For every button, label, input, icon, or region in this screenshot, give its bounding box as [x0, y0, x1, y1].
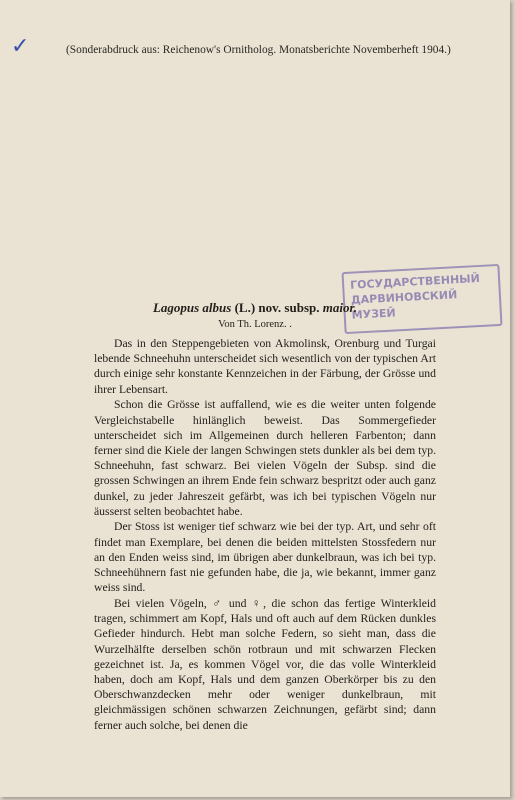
paragraph-2: Schon die Grösse ist auffallend, wie es die weiter unten folgende Vergleichstabelle hinlänglich beweist. Das Sommergefieder unterscheidet sich im Allgemeinen durch helleren Farbenton; dann ferner sind die Kiele der langen Schwingen stets dunkler als bei dem typ. Schneehuhn, fast schwarz. Bei vielen Vögeln der Subsp. sind die grossen Schwingen an ihrem Ende fein schwarz bespritzt oder auch ganz dunkel, zu jeder Jahreszeit gefärbt, was ich bei typischen Vögeln nur äusserst selten beobachtet habe.	[94, 398, 436, 518]
paragraph-4: Bei vielen Vögeln, ♂ und ♀, die schon das fertige Winterkleid tragen, schimmert am Kopf, Hals und oft auch auf dem Rücken dunkles Gefieder hindurch. Hebt man solche Federn, so sieht man, dass die Wurzelhälfte derselben schön rotbraun und mit schwarzen Flecken gezeichnet ist. Ja, es kommen Vögel vor, die das volle Winterkleid haben, doch am Kopf, Hals und dem ganzen Oberkörper bis zu den Oberschwanzdecken mehr oder weniger dunkelbraun, mit gleichmässigen schönen schwarzen Zeichnungen, gefärbt sind; dann ferner auch solche, bei denen die	[94, 596, 436, 732]
paragraph-1: Das in den Steppengebieten von Akmolinsk, Orenburg und Turgai lebende Schneehuhn unterscheidet sich wesentlich von der typischen Art durch einige sehr konstante Kennzeichen in der Färbung, der Grösse und ihrer Lebensart.	[94, 337, 436, 396]
title-subspecies: maior.	[322, 300, 358, 315]
offprint-header: (Sonderabdruck aus: Reichenow's Ornitholog. Monatsberichte Novemberheft 1904.)	[66, 44, 451, 56]
article-body	[94, 336, 436, 733]
stamp-line-1: ГОСУДАРСТВЕННЫЙ	[349, 271, 481, 292]
pencil-checkmark: ✓	[11, 34, 30, 59]
stamp-line-2: ДАРВИНОВСКИЙ МУЗЕЙ	[350, 288, 458, 322]
article-author: Von Th. Lorenz. .	[218, 319, 292, 330]
article-title	[0, 300, 510, 316]
title-rest: (L.) nov. subsp.	[231, 300, 323, 315]
paragraph-3: Der Stoss ist weniger tief schwarz wie bei der typ. Art, und sehr oft findet man Exemplare, bei denen die beiden mittelsten Stossfedern nur an den Enden weiss sind, im übrigen aber dunkelbraun, was ich bei typ. Schneehühnern fast nie gefunden habe, die ja, wie bekannt, immer ganz weiss sind.	[94, 520, 436, 595]
title-genus: Lagopus albus	[152, 300, 232, 315]
